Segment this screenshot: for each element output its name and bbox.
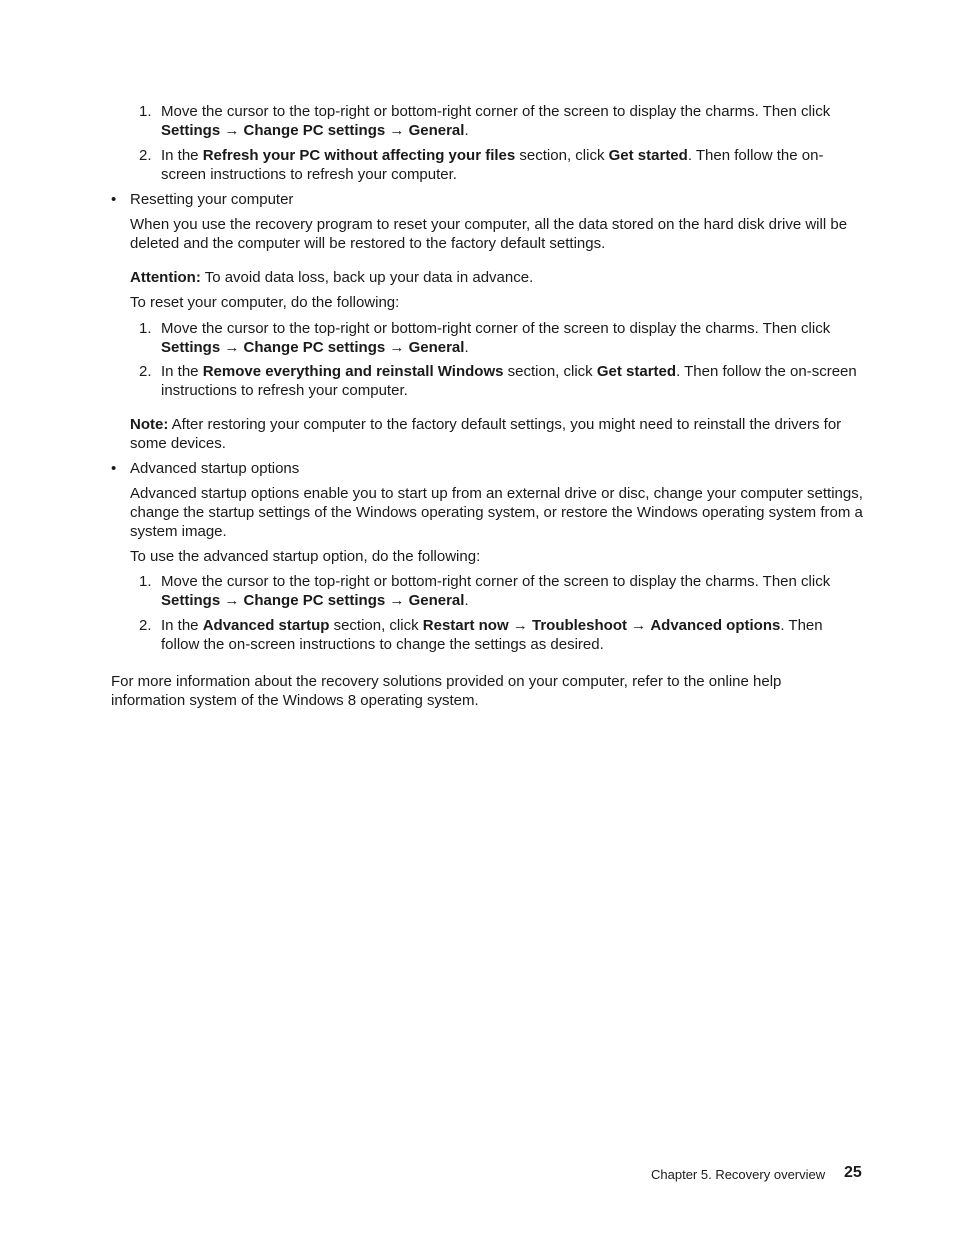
- arrow-icon: →: [508, 617, 532, 634]
- step-text: Move the cursor to the top-right or bottom-right corner of the screen to display the charms. Then click: [161, 320, 831, 337]
- attention-text: To avoid data loss, back up your data in advance.: [200, 269, 534, 286]
- advanced-step-1: [139, 572, 861, 610]
- reset-step-2: [139, 362, 861, 400]
- attention-label: Attention:: [130, 269, 201, 286]
- step-text: section, click: [329, 617, 423, 634]
- step-text: Move the cursor to the top-right or bottom-right corner of the screen to display the charms. Then click: [161, 103, 831, 120]
- bold-term: Restart now: [422, 617, 509, 634]
- step-number: 1.: [139, 320, 152, 337]
- step-number: 2.: [139, 363, 152, 380]
- footer-chapter: Chapter 5. Recovery overview: [651, 1167, 826, 1182]
- reset-step-1: [139, 319, 861, 357]
- bold-term: General: [408, 592, 465, 609]
- step-number: 1.: [139, 573, 152, 590]
- step-text: .: [464, 122, 469, 139]
- step-number: 2.: [139, 617, 152, 634]
- note-label: Note:: [130, 416, 169, 433]
- arrow-icon: →: [385, 592, 409, 609]
- bold-term: Refresh your PC without affecting your files: [202, 147, 516, 164]
- bold-term: Change PC settings: [243, 122, 386, 139]
- reset-intro: To reset your computer, do the following:: [130, 294, 400, 311]
- arrow-icon: →: [385, 339, 409, 356]
- bold-term: Remove everything and reinstall Windows: [202, 363, 504, 380]
- bold-term: Change PC settings: [243, 592, 386, 609]
- bold-term: General: [408, 122, 465, 139]
- arrow-icon: →: [385, 122, 409, 139]
- advanced-description: Advanced startup options enable you to start up from an external drive or disc, change your computer settings, change the startup settings of the Windows operating system, or restore the Windows operating system from a system image.: [130, 485, 863, 540]
- step-text: section, click: [515, 147, 609, 164]
- arrow-icon: →: [220, 592, 244, 609]
- bold-term: Get started: [596, 363, 677, 380]
- advanced-step-2: [139, 616, 861, 654]
- arrow-icon: →: [220, 339, 244, 356]
- step-text: In the: [161, 147, 203, 164]
- step-text: . Then follow the on-screen instructions to refresh your computer.: [161, 363, 857, 399]
- step-text: section, click: [503, 363, 597, 380]
- step-text: Move the cursor to the top-right or bottom-right corner of the screen to display the charms. Then click: [161, 573, 831, 590]
- step-number: 1.: [139, 103, 152, 120]
- bullet: •: [111, 460, 117, 477]
- arrow-icon: →: [626, 617, 651, 634]
- reset-description: When you use the recovery program to reset your computer, all the data stored on the hard disk drive will be deleted and the computer will be restored to the factory default settings.: [130, 216, 848, 252]
- refresh-step-2: [139, 146, 861, 184]
- step-text: . Then follow the on-screen instructions to change the settings as desired.: [161, 617, 823, 653]
- bold-term: Settings: [161, 592, 221, 609]
- bold-term: Change PC settings: [243, 339, 386, 356]
- bold-term: Get started: [608, 147, 688, 164]
- bold-term: Advanced startup: [202, 617, 330, 634]
- bold-term: Settings: [161, 122, 221, 139]
- advanced-intro: To use the advanced startup option, do the following:: [130, 548, 481, 565]
- attention-note: [130, 268, 865, 287]
- step-text: . Then follow the on-screen instructions to refresh your computer.: [161, 147, 824, 183]
- step-text: In the: [161, 617, 203, 634]
- page-number: 25: [844, 1164, 862, 1181]
- arrow-icon: →: [220, 122, 244, 139]
- refresh-step-1: [139, 102, 861, 140]
- bold-term: Troubleshoot: [531, 617, 627, 634]
- step-text: .: [464, 339, 469, 356]
- bullet: •: [111, 191, 117, 208]
- step-text: .: [464, 592, 469, 609]
- reset-heading: Resetting your computer: [130, 191, 294, 208]
- bold-term: Settings: [161, 339, 221, 356]
- note: [130, 415, 865, 453]
- step-text: In the: [161, 363, 203, 380]
- step-number: 2.: [139, 147, 152, 164]
- closing-paragraph: For more information about the recovery solutions provided on your computer, refer to the online help information system of the Windows 8 operating system.: [111, 673, 782, 709]
- advanced-heading: Advanced startup options: [130, 460, 300, 477]
- bold-term: Advanced options: [650, 617, 781, 634]
- note-text: After restoring your computer to the factory default settings, you might need to reinstall the drivers for some devices.: [130, 416, 842, 452]
- bold-term: General: [408, 339, 465, 356]
